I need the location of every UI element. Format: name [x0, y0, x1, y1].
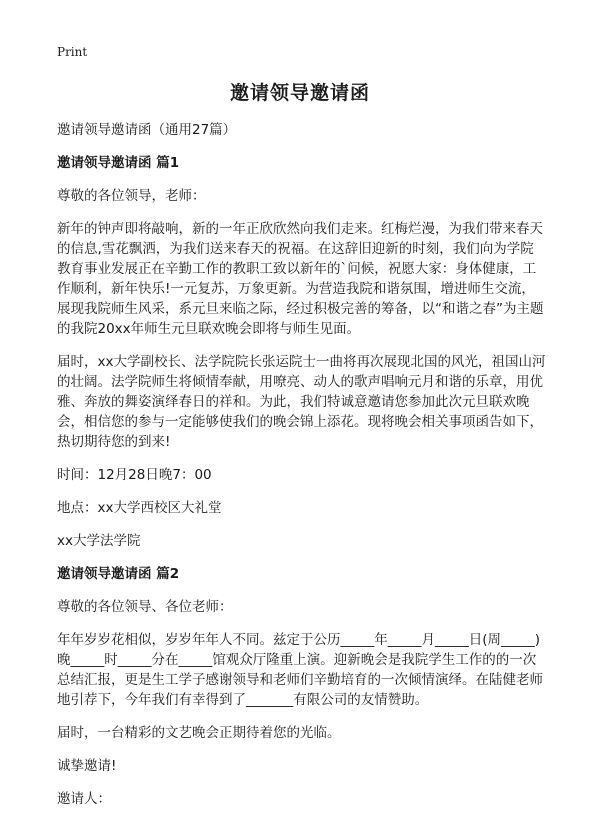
section-1-greeting: 尊敬的各位领导，老师： [57, 188, 206, 204]
section-2-paragraph-2: 届时，一台精彩的文艺晚会正期待着您的光临。 [57, 725, 341, 741]
section-1-signature: xx大学法学院 [57, 533, 141, 549]
event-time: 时间：12月28日晚7：00 [57, 467, 212, 483]
document-subtitle: 邀请领导邀请函（通用27篇） [57, 122, 237, 138]
section-2-greeting: 尊敬的各位领导、各位老师： [57, 599, 233, 615]
section-2-inviter: 邀请人： [57, 791, 111, 807]
section-2-closing: 诚挚邀请! [57, 758, 117, 774]
event-place: 地点：xx大学西校区大礼堂 [57, 500, 222, 516]
section-1-paragraph-1: 新年的钟声即将敲响，新的一年正欣欣然向我们走来。红梅烂漫，为我们带来春天的信息,雪花飘洒，为我们送来春天的祝福。在这辞旧迎新的时刻，我们向为学院教育事业发展正在辛勤工作的教职工致以新年的`问候，祝愿大家：身体健康，工作顺利，新年快乐!一元复苏，万象更新。为营造我院和谐氛围，增进师生交流，展现我院师生风采，系元旦来临之际，经过积极完善的筹备，以“和谐之春”为主题的我院20xx年师生元旦联欢晚会即将与师生见面。 [57, 221, 544, 337]
section-1-heading: 邀请领导邀请函 篇1 [57, 155, 180, 171]
section-2-paragraph-1: 年年岁岁花相似，岁岁年年人不同。兹定于公历_____年_____月_____日(周_____)晚_____时_____分在_____馆观众厅隆重上演。迎新晚会是我院学生工作的的一次总结汇报，更是生工学子感谢领导和老师们辛勤培育的一次倾情演绎。在陆健老师地引荐下，今年我们有幸得到了_______有限公司的友情赞助。 [57, 632, 543, 708]
section-1-paragraph-2: 届时，xx大学副校长、法学院院长张运院士一曲将再次展现北国的风光，祖国山河的壮阔。法学院师生将倾情奉献，用嘹亮、动人的歌声唱响元月和谐的乐章，用优雅、奔放的舞姿演绎春日的祥和。为此，我们特诚意邀请您参加此次元旦联欢晚会，相信您的参与一定能够使我们的晚会锦上添花。现将晚会相关事项函告如下，热切期待您的到来! [57, 354, 546, 450]
print-label[interactable]: Print [57, 45, 88, 59]
document-body [57, 120, 547, 822]
section-2-heading: 邀请领导邀请函 篇2 [57, 566, 180, 582]
page-title: 邀请领导邀请函 [229, 82, 370, 104]
